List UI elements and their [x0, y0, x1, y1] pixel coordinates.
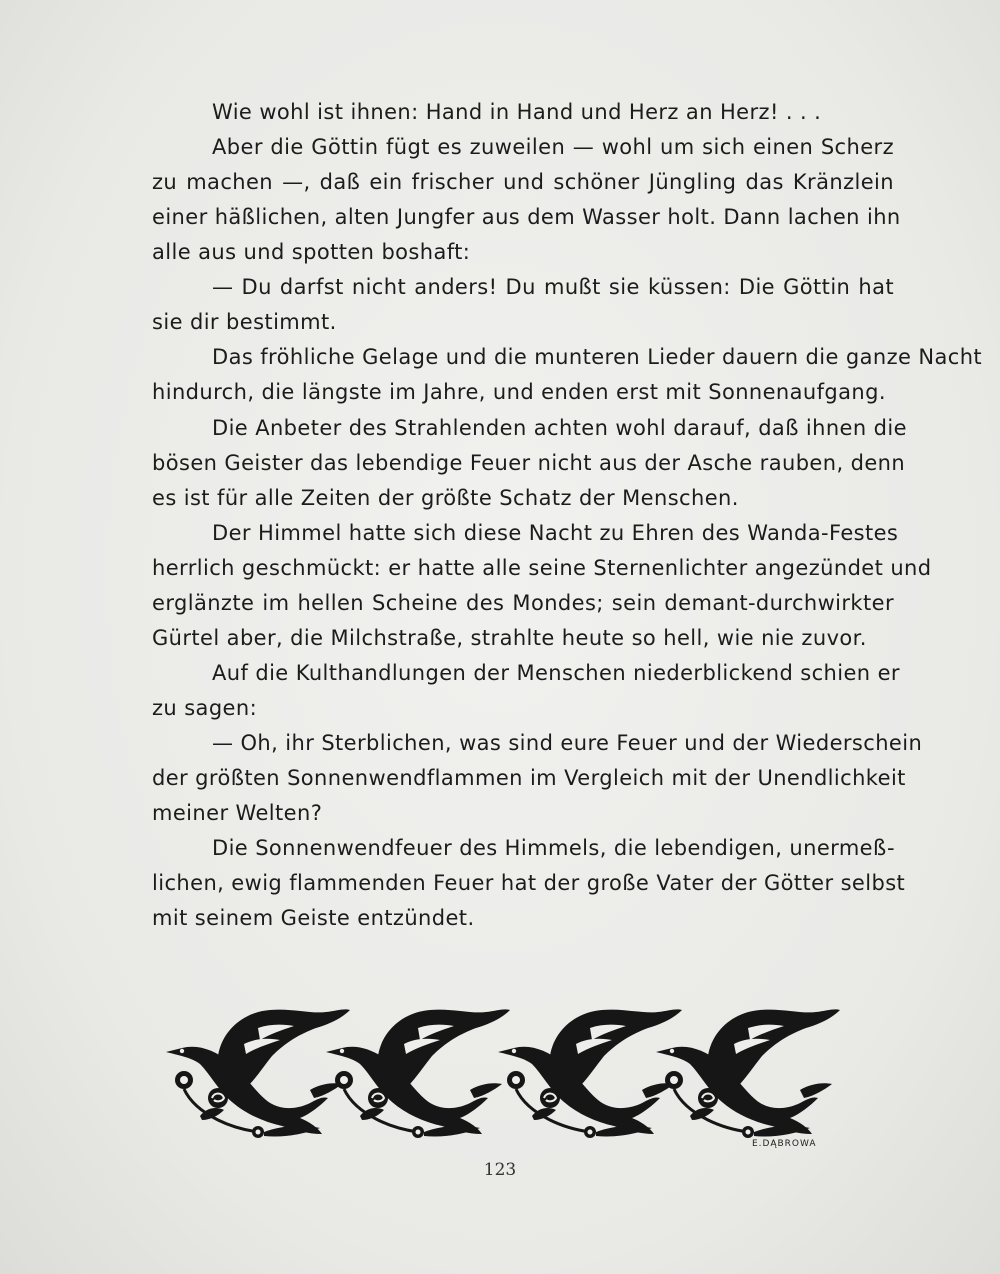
text-line: zu sagen:: [152, 696, 258, 720]
text-line: Das fröhliche Gelage und die munteren Lieder dauern die ganze Nacht: [212, 345, 983, 369]
text-line: mit seinem Geiste entzündet.: [152, 906, 475, 930]
text-line: Aber die Göttin fügt es zuweilen — wohl um sich einen Scherz: [212, 135, 894, 159]
text-line: erglänzte im hellen Scheine des Mondes; sein demant-durchwirkter: [152, 591, 894, 615]
text-line: bösen Geister das lebendige Feuer nicht aus der Asche rauben, denn: [152, 451, 906, 475]
artist-signature: E.DĄBROWA: [752, 1139, 817, 1149]
text-line: lichen, ewig flammenden Feuer hat der große Vater der Götter selbst: [152, 871, 906, 895]
text-line: es ist für alle Zeiten der größte Schatz der Menschen.: [152, 486, 739, 510]
text-line: sie dir bestimmt.: [152, 310, 337, 334]
page-number: 123: [483, 1160, 517, 1180]
text-line: zu machen —, daß ein frischer und schöner Jüngling das Kränzlein: [152, 170, 894, 194]
text-line: Die Anbeter des Strahlenden achten wohl darauf, daß ihnen die: [212, 416, 907, 440]
text-line: Die Sonnenwendfeuer des Himmels, die lebendigen, unermeß-: [212, 836, 895, 860]
bird-frieze-ornament: [160, 980, 884, 1150]
text-line: meiner Welten?: [152, 801, 323, 825]
text-line: hindurch, die längste im Jahre, und enden erst mit Sonnenaufgang.: [152, 380, 886, 404]
text-line: Der Himmel hatte sich diese Nacht zu Ehren des Wanda-Festes: [212, 521, 899, 545]
text-line: Gürtel aber, die Milchstraße, strahlte heute so hell, wie nie zuvor.: [152, 626, 867, 650]
text-line: — Oh, ihr Sterblichen, was sind eure Feuer und der Wiederschein: [212, 731, 923, 755]
text-line: der größten Sonnenwendflammen im Vergleich mit der Unendlichkeit: [152, 766, 906, 790]
text-line: Auf die Kulthandlungen der Menschen niederblickend schien er: [212, 661, 900, 685]
text-line: Wie wohl ist ihnen: Hand in Hand und Herz an Herz! . . .: [212, 100, 822, 124]
text-line: herrlich geschmückt: er hatte alle seine Sternenlichter angezündet und: [152, 556, 932, 580]
text-line: alle aus und spotten boshaft:: [152, 240, 471, 264]
text-line: einer häßlichen, alten Jungfer aus dem Wasser holt. Dann lachen ihn: [152, 205, 901, 229]
text-line: — Du darfst nicht anders! Du mußt sie küssen: Die Göttin hat: [212, 275, 894, 299]
